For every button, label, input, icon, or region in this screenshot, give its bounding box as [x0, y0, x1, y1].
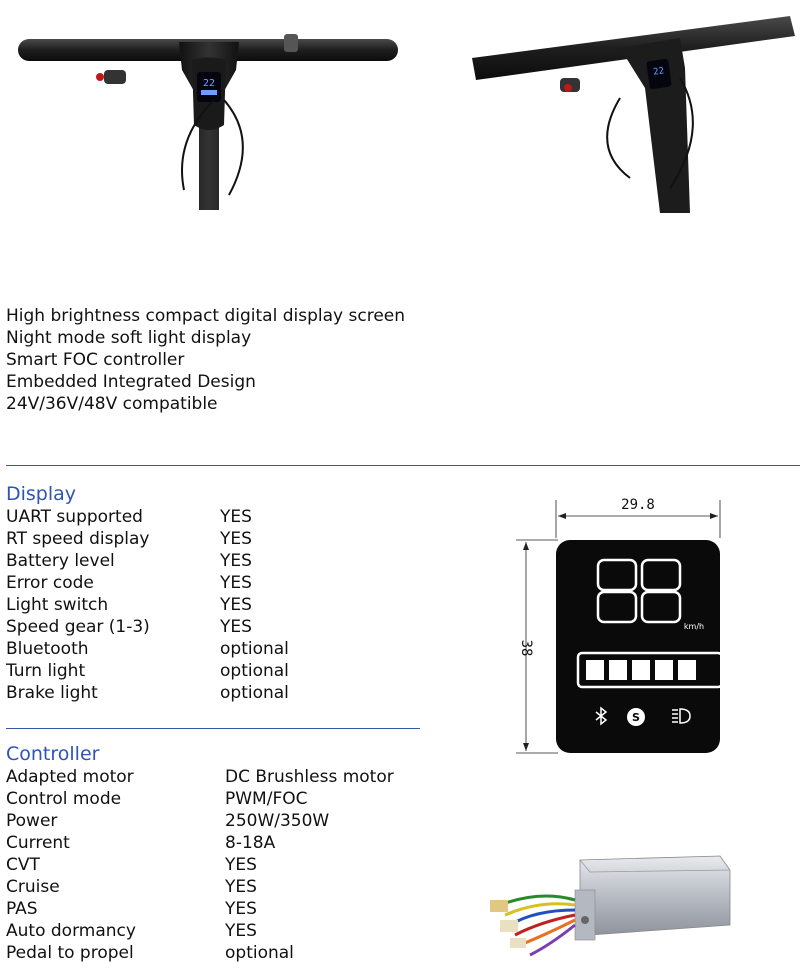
- feature-item: Smart FOC controller: [6, 350, 185, 370]
- table-row: [6, 682, 289, 704]
- feature-item: High brightness compact digital display screen: [6, 306, 406, 326]
- spec-value: YES: [220, 573, 252, 593]
- spec-value: optional: [220, 639, 289, 659]
- controller-box-photo: [480, 850, 750, 965]
- table-row: [6, 766, 394, 788]
- spec-value: optional: [220, 661, 289, 681]
- spec-value: YES: [225, 877, 257, 897]
- width-dimension-label: 29.8: [621, 497, 655, 513]
- height-dimension-label: 38: [518, 639, 534, 657]
- spec-label: Power: [6, 811, 58, 831]
- handlebar-photo-angled: [470, 8, 800, 218]
- spec-label: Bluetooth: [6, 639, 89, 659]
- spec-value: PWM/FOC: [225, 789, 308, 809]
- spec-value: optional: [220, 683, 289, 703]
- table-row: [6, 854, 394, 876]
- table-row: [6, 506, 289, 528]
- spec-value: YES: [225, 855, 257, 875]
- table-row: [6, 942, 394, 964]
- table-row: [6, 594, 289, 616]
- table-row: [6, 616, 289, 638]
- spec-label: RT speed display: [6, 529, 150, 549]
- spec-label: Battery level: [6, 551, 115, 571]
- spec-value: 250W/350W: [225, 811, 330, 831]
- feature-item: Embedded Integrated Design: [6, 372, 256, 392]
- display-drawing: [510, 488, 730, 767]
- table-row: [6, 638, 289, 660]
- feature-item: Night mode soft light display: [6, 328, 252, 348]
- spec-label: Control mode: [6, 789, 122, 809]
- mode-letter: S: [632, 711, 640, 724]
- spec-label: Cruise: [6, 877, 60, 897]
- table-row: [6, 788, 394, 810]
- table-row: [6, 920, 394, 942]
- table-row: [6, 528, 289, 550]
- divider-middle: [6, 728, 420, 729]
- handlebar-photo-front: [14, 30, 404, 215]
- feature-item: 24V/36V/48V compatible: [6, 394, 218, 414]
- spec-value: YES: [220, 617, 252, 637]
- spec-value: DC Brushless motor: [225, 767, 394, 787]
- table-row: [6, 898, 394, 920]
- spec-value: YES: [220, 595, 252, 615]
- table-row: [6, 810, 394, 832]
- controller-section-title: Controller: [6, 743, 100, 765]
- speed-unit-label: km/h: [683, 622, 705, 631]
- display-section-title: Display: [6, 483, 77, 505]
- mode-s-icon: [627, 708, 645, 726]
- spec-label: Turn light: [6, 661, 86, 681]
- controller-spec-table: [6, 766, 394, 964]
- feature-list: [6, 305, 405, 415]
- spec-label: UART supported: [6, 507, 143, 527]
- spec-label: Error code: [6, 573, 94, 593]
- divider-top: [6, 465, 800, 466]
- spec-value: YES: [225, 921, 257, 941]
- svg-text:22: 22: [652, 66, 665, 78]
- spec-label: Current: [6, 833, 70, 853]
- spec-value: YES: [225, 899, 257, 919]
- spec-label: Auto dormancy: [6, 921, 136, 941]
- spec-value: optional: [225, 943, 294, 963]
- table-row: [6, 876, 394, 898]
- table-row: [6, 572, 289, 594]
- spec-value: YES: [220, 551, 252, 571]
- table-row: [6, 550, 289, 572]
- handlebar-display-digits: 22: [202, 78, 216, 89]
- spec-label: PAS: [6, 899, 38, 919]
- spec-label: Pedal to propel: [6, 943, 134, 963]
- spec-value: YES: [220, 507, 252, 527]
- spec-label: CVT: [6, 855, 40, 875]
- spec-label: Speed gear (1-3): [6, 617, 150, 637]
- table-row: [6, 832, 394, 854]
- spec-label: Brake light: [6, 683, 98, 703]
- spec-label: Light switch: [6, 595, 109, 615]
- spec-value: YES: [220, 529, 252, 549]
- table-row: [6, 660, 289, 682]
- spec-value: 8-18A: [225, 833, 276, 853]
- spec-label: Adapted motor: [6, 767, 134, 787]
- display-spec-table: [6, 506, 289, 704]
